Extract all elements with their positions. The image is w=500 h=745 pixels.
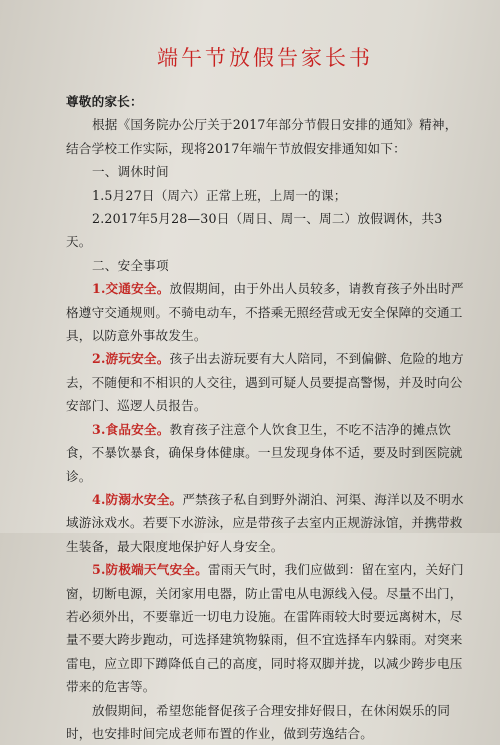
section-heading-safety: 二、安全事项 (92, 257, 169, 273)
safety-text: 教育孩子注意个人饮食卫生，不吃不洁净的摊点饮食，不暴饮暴食，确保身体健康。一旦发现身体不适，要及时到医院就诊。 (66, 421, 463, 484)
salutation: 尊敬的家长： (66, 94, 143, 109)
schedule-item-2: 2.2017年5月28—30日（周日、周一、周二）放假调休，共3天。 (66, 211, 443, 250)
safety-label: 5.防极端天气安全。 (92, 562, 208, 578)
intro-paragraph: 根据《国务院办公厅关于2017年部分节假日安排的通知》精神，结合学校工作实际，现将2017年端午节放假安排通知如下： (66, 117, 458, 156)
safety-item-drowning (66, 488, 464, 558)
safety-item-food (66, 418, 464, 488)
document-title: 端午节放假告家长书 (157, 46, 373, 70)
closing-paragraph: 放假期间，希望您能督促孩子合理安排好假日，在休闲娱乐的同时，也安排时间完成老师布置的作业，做到劳逸结合。 (66, 702, 451, 741)
safety-label: 2.游玩安全。 (92, 351, 170, 367)
safety-text: 放假期间，由于外出人员较多，请教育孩子外出时严格遵守交通规则。不骑电动车，不搭乘无照经营或无安全保障的交通工具，以防意外事故发生。 (66, 281, 464, 344)
safety-label: 4.防溺水安全。 (92, 491, 183, 507)
safety-label: 3.食品安全。 (92, 421, 170, 437)
safety-text: 严禁孩子私自到野外湖泊、河渠、海洋以及不明水域游泳戏水。若要下水游泳，应是带孩子去室内正规游泳馆，并携带救生装备，最大限度地保护好人身安全。 (66, 491, 464, 554)
safety-text: 雷雨天气时，我们应做到：留在室内，关好门窗，切断电源，关闭家用电器，防止雷电从电源线入侵。尽量不出门，若必须外出，不要靠近一切电力设施。在雷阵雨较大时要远离树木，尽量不要大跨步跑动，可选择建筑物躲雨，但不宜选择车内躲雨。对突来雷电，应立即下蹲降低自己的高度，同时将双脚并拢，以减少跨步电压带来的危害等。 (66, 562, 464, 695)
section-heading-schedule: 一、调休时间 (92, 164, 169, 180)
safety-item-weather (66, 558, 464, 698)
schedule-item-1: 1.5月27日（周六）正常上班，上周一的课； (92, 187, 347, 203)
safety-label: 1.交通安全。 (92, 281, 170, 297)
safety-text: 孩子出去游玩要有大人陪同，不到偏僻、危险的地方去，不随便和不相识的人交往，遇到可疑人员要提高警惕，并及时向公安部门、巡逻人员报告。 (66, 351, 464, 414)
safety-item-traffic (66, 277, 464, 347)
safety-item-outing (66, 347, 464, 417)
